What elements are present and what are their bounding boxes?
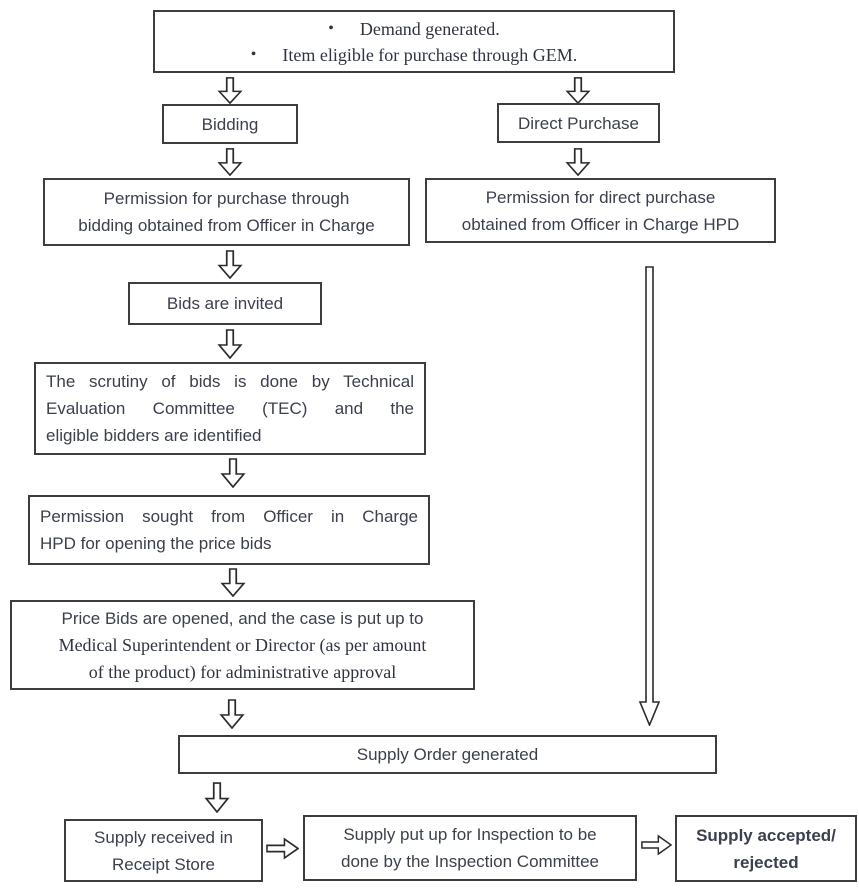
arrow-receipt-to-inspection	[266, 837, 299, 860]
scrutiny-box	[34, 362, 426, 455]
bidding-label: Bidding	[201, 114, 259, 134]
scrutiny-line: Evaluation Committee (TEC) and the	[46, 399, 414, 418]
direct-purchase-box	[497, 103, 660, 143]
bullet-item	[251, 42, 578, 68]
supply-accepted-box	[675, 815, 857, 882]
permission-bidding-box	[43, 178, 410, 246]
arrow-permission-open-to-price	[220, 568, 246, 597]
supply-accepted-line: Supply accepted/	[696, 825, 836, 845]
permission-bidding-line: bidding obtained from Officer in Charge	[78, 216, 375, 235]
arrow-start-to-bidding	[217, 77, 243, 104]
supply-order-label: Supply Order generated	[356, 745, 539, 764]
supply-received-box	[64, 819, 263, 882]
permission-price-open-line: HPD for opening the price bids	[40, 534, 272, 553]
start-bullet-text: Item eligible for purchase through GEM.	[282, 44, 578, 65]
start-box	[153, 10, 675, 73]
arrow-permission-to-bids	[217, 250, 243, 279]
arrow-start-to-direct	[565, 77, 591, 104]
price-bids-box	[10, 600, 475, 690]
price-bids-line: Medical Superintendent or Director (as per amount	[58, 634, 427, 655]
arrow-bidding-to-permission	[217, 148, 243, 176]
permission-direct-line: Permission for direct purchase	[485, 187, 716, 207]
permission-bidding-line: Permission for purchase through	[103, 189, 350, 208]
bullet-item	[328, 16, 500, 42]
bids-invited-label: Bids are invited	[166, 294, 284, 313]
bullet-icon: •	[328, 19, 334, 37]
arrow-bids-to-scrutiny	[217, 329, 243, 359]
price-bids-line: Price Bids are opened, and the case is put up to	[61, 608, 424, 628]
arrow-direct-to-supply-order	[638, 266, 662, 726]
supply-received-line: Supply received in	[94, 827, 233, 847]
supply-accepted-line: rejected	[733, 852, 799, 872]
arrow-inspection-to-accepted	[641, 834, 672, 856]
bidding-box	[162, 104, 298, 144]
supply-order-box	[178, 735, 717, 774]
permission-price-open-line: Permission sought from Officer in Charge	[40, 507, 418, 526]
start-bullet-text: Demand generated.	[359, 18, 500, 39]
scrutiny-line: eligible bidders are identified	[46, 426, 262, 445]
arrow-direct-to-permission	[565, 148, 591, 176]
inspection-line: done by the Inspection Committee	[341, 852, 599, 871]
arrow-scrutiny-to-permission-open	[220, 458, 246, 488]
direct-purchase-label: Direct Purchase	[518, 113, 639, 133]
inspection-box	[303, 815, 637, 881]
arrow-supply-order-to-receipt	[204, 782, 230, 813]
arrow-price-to-supply-order	[219, 699, 245, 729]
scrutiny-line: The scrutiny of bids is done by Technical	[46, 372, 414, 391]
bids-invited-box	[128, 282, 322, 325]
supply-received-line: Receipt Store	[112, 854, 215, 874]
permission-price-open-box	[28, 495, 430, 565]
inspection-line: Supply put up for Inspection to be	[343, 825, 597, 844]
bullet-icon: •	[250, 45, 257, 63]
price-bids-line: of the product) for administrative approval	[88, 661, 397, 682]
permission-direct-line: obtained from Officer in Charge HPD	[461, 214, 740, 234]
permission-direct-box	[425, 178, 776, 243]
